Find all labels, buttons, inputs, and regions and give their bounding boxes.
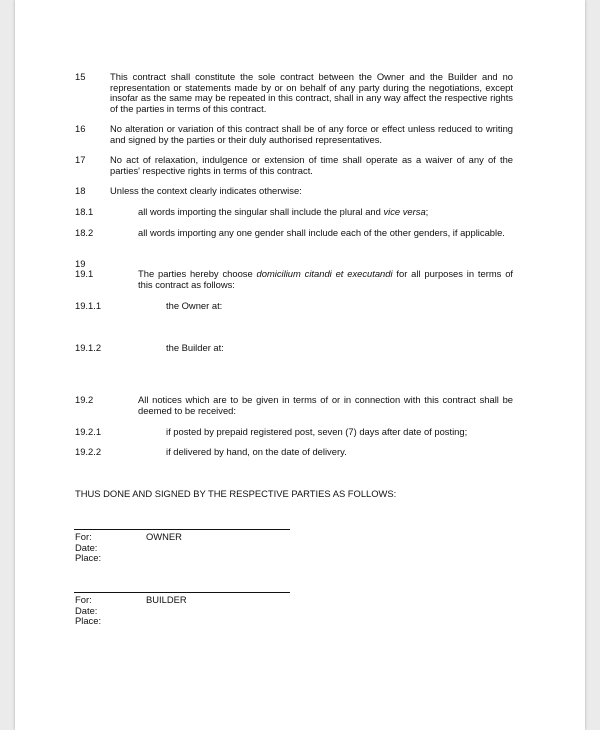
owner-place-label: Place: bbox=[75, 552, 102, 563]
clause-18-1-text-a: all words importing the singular shall include the plural and bbox=[138, 206, 384, 217]
clause-18-1-number: 18.1 bbox=[75, 206, 94, 217]
builder-place-label: Place: bbox=[75, 615, 102, 626]
clause-18-2-text: all words importing any one gender shall include each of the other genders, if applicable. bbox=[138, 227, 505, 238]
clause-16-text: No alteration or variation of this contract shall be of any force or effect unless reduced to writing and signed by the parties or their duly authorised representatives. bbox=[110, 123, 513, 145]
clause-16-number: 16 bbox=[75, 123, 86, 134]
owner-for-label: For: bbox=[75, 531, 92, 542]
clause-17-text: No act of relaxation, indulgence or extension of time shall operate as a waiver of any of the parties' respective rights in terms of this contract. bbox=[110, 154, 513, 176]
clause-19-1-2-number: 19.1.2 bbox=[75, 342, 102, 353]
clause-18-1-text bbox=[138, 207, 428, 218]
clause-19-1-italic: domicilium citandi et executandi bbox=[256, 268, 393, 279]
clause-19-2-number: 19.2 bbox=[75, 394, 94, 405]
clause-19-1-text bbox=[138, 269, 513, 290]
builder-date-label: Date: bbox=[75, 605, 98, 616]
clause-19-2-2-number: 19.2.2 bbox=[75, 446, 102, 457]
clause-19-1-text-c: for all purposes in terms of this contract as follows: bbox=[138, 268, 514, 290]
clause-18-1-italic: vice versa bbox=[383, 206, 426, 217]
clause-17-number: 17 bbox=[75, 154, 86, 165]
clause-19-1-1-number: 19.1.1 bbox=[75, 300, 102, 311]
clause-19-1-number: 19.1 bbox=[75, 268, 94, 279]
clause-18-text: Unless the context clearly indicates otherwise: bbox=[110, 185, 302, 196]
owner-party-label: OWNER bbox=[146, 531, 182, 542]
clause-19-1-2-text: the Builder at: bbox=[166, 342, 224, 353]
clause-19-2-1-number: 19.2.1 bbox=[75, 426, 102, 437]
clause-19-2-2-text: if delivered by hand, on the date of delivery. bbox=[166, 446, 347, 457]
clause-15-number: 15 bbox=[75, 71, 86, 82]
owner-signature-line bbox=[74, 529, 290, 530]
builder-signature-line bbox=[74, 592, 290, 593]
clause-18-2-number: 18.2 bbox=[75, 227, 94, 238]
clause-19-2-1-text: if posted by prepaid registered post, seven (7) days after date of posting; bbox=[166, 426, 468, 437]
clause-18-1-text-c: ; bbox=[425, 206, 429, 217]
clause-19-2-text: All notices which are to be given in terms of or in connection with this contract shall be deemed to be received: bbox=[138, 394, 513, 416]
builder-for-label: For: bbox=[75, 594, 92, 605]
document-page bbox=[15, 0, 585, 730]
signing-heading: THUS DONE AND SIGNED BY THE RESPECTIVE PARTIES AS FOLLOWS: bbox=[75, 488, 397, 499]
owner-date-label: Date: bbox=[75, 542, 98, 553]
clause-18-number: 18 bbox=[75, 185, 86, 196]
clause-19-number: 19 bbox=[75, 258, 86, 269]
clause-19-1-text-a: The parties hereby choose bbox=[138, 268, 257, 279]
clause-19-1-1-text: the Owner at: bbox=[166, 300, 223, 311]
clause-15-text: This contract shall constitute the sole contract between the Owner and the Builder and no representation or statements made by or on behalf of any party during the negotiations, except insofar as the same may be repeated in this contract, shall in any way affect the respective rights of the parties in terms of this contract. bbox=[110, 71, 513, 115]
builder-party-label: BUILDER bbox=[146, 594, 187, 605]
